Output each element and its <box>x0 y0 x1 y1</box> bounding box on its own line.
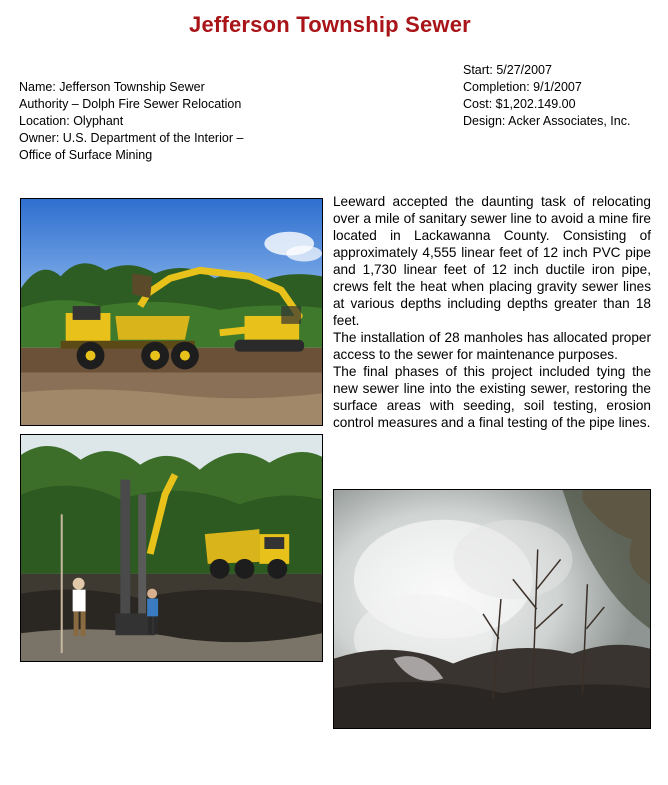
info-name: Name: Jefferson Township Sewer <box>19 80 205 94</box>
info-design: Design: Acker Associates, Inc. <box>463 114 631 128</box>
project-description <box>333 193 651 431</box>
description-paragraph-2: The installation of 28 manholes has allocated proper access to the sewer for maintenance purposes. <box>333 330 651 362</box>
info-cost: Cost: $1,202.149.00 <box>463 97 576 111</box>
info-location: Location: Olyphant <box>19 114 124 128</box>
project-info-left <box>19 79 243 164</box>
description-paragraph-1: Leeward accepted the daunting task of relocating over a mile of sanitary sewer line to avoid a mine fire located in Lackawanna County. Consisting of approximately 4,555 linear feet of 12 inch PVC pipe and 1,730 linear feet of 12 inch ductile iron pipe, crews felt the heat when placing gravity sewer lines at various depths including depths greater than 18 feet. <box>333 194 651 328</box>
description-paragraph-3: The final phases of this project included tying the new sewer line into the existing sewer, restoring the surface areas with seeding, soil testing, erosion control measures and a final testing of the pipe lines. <box>333 364 651 430</box>
photo-drilling-crew <box>20 434 323 662</box>
info-owner: Owner: U.S. Department of the Interior – <box>19 131 244 145</box>
photo-excavator-dump-truck <box>20 198 323 426</box>
info-owner-cont: Office of Surface Mining <box>19 148 153 162</box>
info-authority: Authority – Dolph Fire Sewer Relocation <box>19 97 242 111</box>
excavator-scene-image <box>21 199 322 425</box>
project-info-right <box>463 62 630 130</box>
info-completion: Completion: 9/1/2007 <box>463 80 582 94</box>
photo-mine-fire-smoke <box>333 489 651 729</box>
page-title: Jefferson Township Sewer <box>189 12 471 37</box>
smoke-scene-image <box>334 490 650 728</box>
drilling-scene-image <box>21 435 322 661</box>
info-start: Start: 5/27/2007 <box>463 63 552 77</box>
